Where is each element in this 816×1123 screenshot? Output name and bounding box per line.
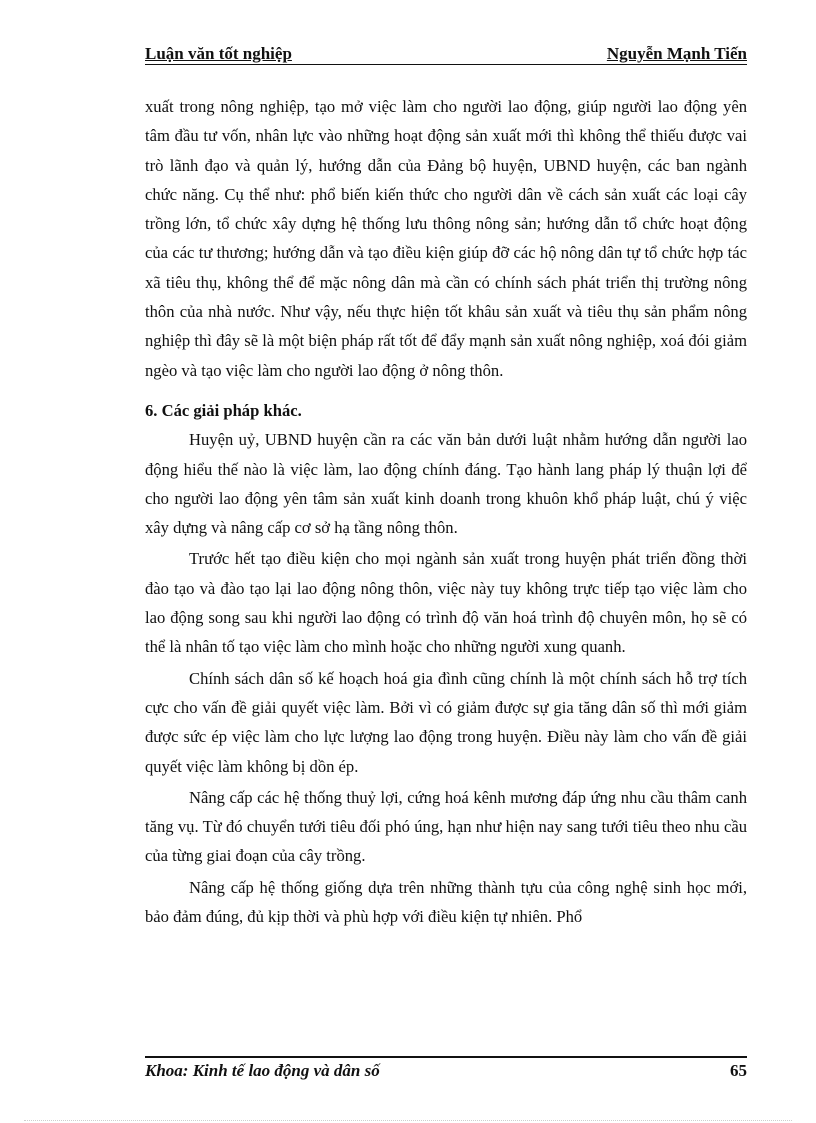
page-bottom-edge <box>24 1120 792 1121</box>
author-name: Nguyễn Mạnh Tiến <box>606 44 747 63</box>
page-footer <box>145 1060 747 1082</box>
paragraph: Nâng cấp các hệ thống thuỷ lợi, cứng hoá kênh mương đáp ứng nhu cầu thâm canh tăng vụ. Từ đó chuyển tưới tiêu đối phó úng, hạn như hiện nay sang tưới tiêu theo nhu cầu của từng giai đoạn của cây trồng. <box>145 787 747 866</box>
paragraph-continuation: xuất trong nông nghiệp, tạo mở việc làm cho người lao động, giúp người lao động yên tâm đầu tư vốn, nhân lực vào những hoạt động sản xuất mới thì không thể thiếu được vai trò lãnh đạo và quản lý, hướng dẫn của Đảng bộ huyện, UBND huyện, các ban ngành chức năng. Cụ thể như: phổ biến kiến thức cho người dân về cách sản xuất các loại cây trồng lớn, tổ chức xây dựng hệ thống lưu thông nông sản; hướng dẫn tổ chức hoạt động của các tư thương; hướng dẫn và tạo điều kiện giúp đỡ các hộ nông dân tự tổ chức hợp tác xã tiêu thụ, không thể để mặc nông dân mà cần có chính sách phát triển thị trường nông thôn của nhà nước. Như vậy, nếu thực hiện tốt khâu sản xuất và tiêu thụ sản phẩm nông nghiệp thì đây sẽ là một biện pháp rất tốt để đẩy mạnh sản xuất nông nghiệp, xoá đói giảm ngèo và tạo việc làm cho người lao động ở nông thôn. <box>145 97 747 380</box>
faculty-name: Khoa: Kinh tế lao động và dân số <box>145 1061 380 1080</box>
page-body <box>145 92 747 931</box>
paragraph: Nâng cấp hệ thống giống dựa trên những thành tựu của công nghệ sinh học mới, bảo đảm đúng, đủ kịp thời và phù hợp với điều kiện tự nhiên. Phổ <box>145 877 747 927</box>
page-header <box>145 44 747 66</box>
thesis-title: Luận văn tốt nghiệp <box>145 44 292 63</box>
paragraph: Trước hết tạo điều kiện cho mọi ngành sản xuất trong huyện phát triển đồng thời đào tạo và đào tạo lại lao động nông thôn, việc này tuy không trực tiếp tạo việc làm cho lao động song sau khi người lao động có trình độ văn hoá trình độ chuyên môn, họ sẽ có thể là nhân tố tạo việc làm cho mình hoặc cho những người xung quanh. <box>145 549 747 657</box>
footer-divider <box>145 1056 747 1058</box>
paragraph: Chính sách dân số kế hoạch hoá gia đình cũng chính là một chính sách hỗ trợ tích cực cho vấn đề giải quyết việc làm. Bởi vì có giảm được sự gia tăng dân số thì mới giảm được sức ép việc làm cho lực lượng lao động trong huyện. Điều này làm cho vấn đề giải quyết việc làm không bị dồn ép. <box>145 668 747 776</box>
header-divider <box>145 64 747 65</box>
paragraph: Huyện uỷ, UBND huyện cần ra các văn bản dưới luật nhằm hướng dẫn người lao động hiểu thế nào là việc làm, lao động chính đáng. Tạo hành lang pháp lý thuận lợi để cho người lao động yên tâm sản xuất kinh doanh trong khuôn khổ pháp luật, chú ý việc xây dựng và nâng cấp cơ sở hạ tầng nông thôn. <box>145 430 747 538</box>
section-heading: 6. Các giải pháp khác. <box>145 400 302 420</box>
page-number: 65 <box>730 1061 747 1080</box>
